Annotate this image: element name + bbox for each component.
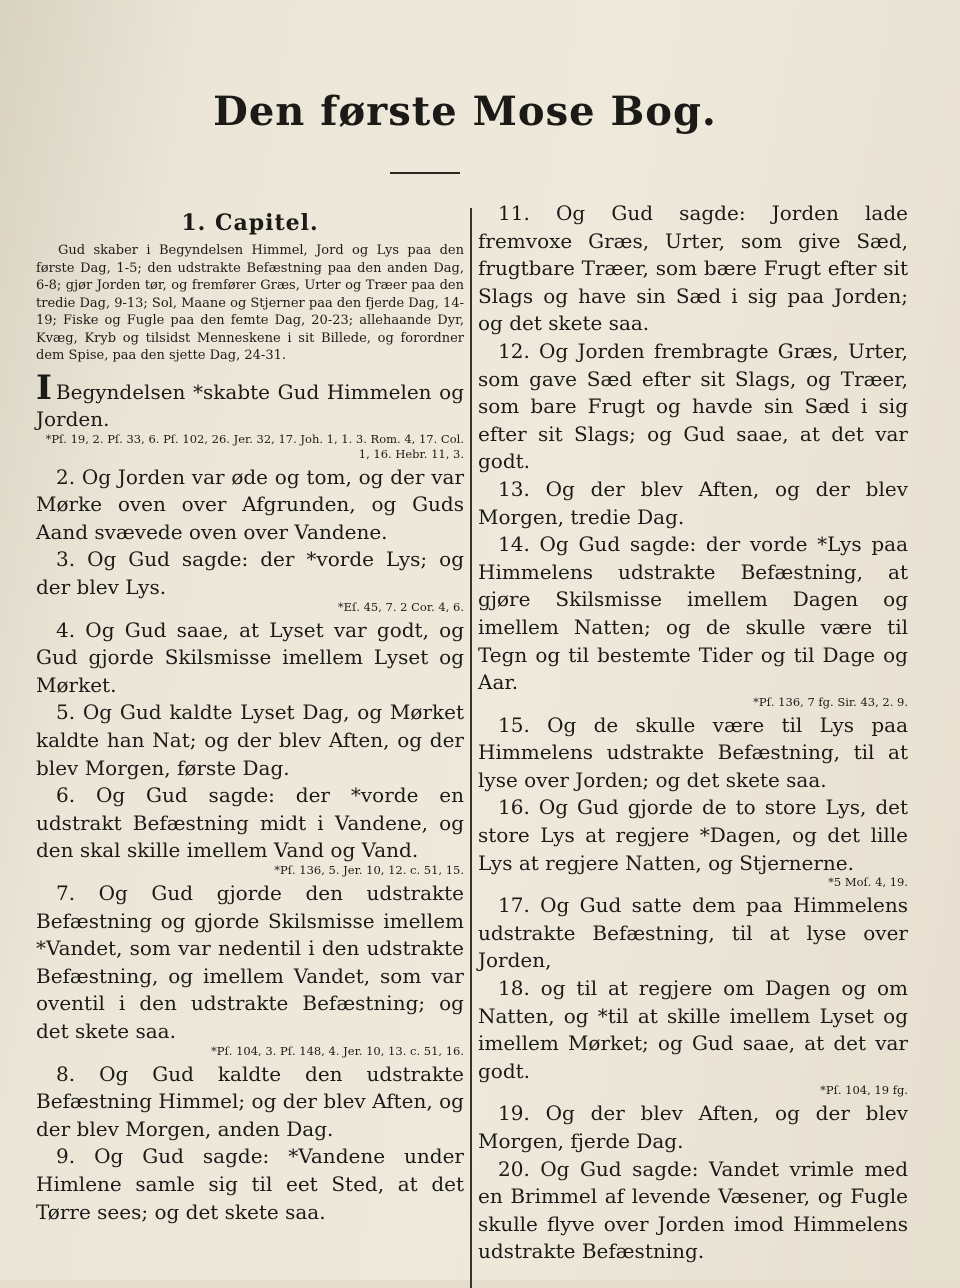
verse-refs: *Pſ. 136, 5. Jer. 10, 12. c. 51, 15. [274,863,464,877]
verse: 8. Og Gud kaldte den udstrakte Befæstning Himmel; og der blev Aften, og der blev Morgen, anden Dag. [36,1061,464,1141]
verse: 17. Og Gud satte dem paa Himmelens udstrakte Befæstning, til at lyse over Jorden, [478,893,908,973]
left-column [36,200,464,1226]
verse: 2. Og Jorden var øde og tom, og der var Mørke oven over Afgrunden, og Guds Aand svævede oven over Vandene. [36,464,464,544]
drop-cap: I [36,367,52,408]
verse: 4. Og Gud saae, at Lyset var godt, og Gud gjorde Skilsmisse imellem Lyset og Mørket. [36,617,464,697]
verse: 15. Og de skulle være til Lys paa Himmelens udstrakte Befæstning, til at lyse over Jorden; og det skete saa. [478,712,908,792]
verse-refs: *Pſ. 104, 3. Pſ. 148, 4. Jer. 10, 13. c. 51, 16. [211,1043,464,1058]
verse-refs: *Pſ. 104, 19 fg. [820,1083,908,1098]
right-column [478,200,908,1266]
verse: 5. Og Gud kaldte Lyset Dag, og Mørket kaldte han Nat; og der blev Aften, og der blev Morgen, første Dag. [36,700,464,780]
book-title: Den første Mose Bog. [213,88,717,135]
verse: 12. Og Jorden frembragte Græs, Urter, som gave Sæd efter sit Slags, og Træer, som bare Frugt og havde sin Sæd i sig efter sit Slags; og Gud saae, at det var godt. [478,338,908,474]
verse: 9. Og Gud sagde: *Vandene under Himlene samle sig til eet Sted, at det Tørre sees; og det skete saa. [36,1144,464,1224]
verse-refs: *Eſ. 45, 7. 2 Cor. 4, 6. [337,599,464,614]
verse: 3. Og Gud sagde: der *vorde Lys; og der blev Lys. [36,547,464,600]
verse: 16. Og Gud gjorde de to store Lys, det store Lys at regjere *Dagen, og det lille Lys at regjere Natten, og Stjernerne. [478,795,908,875]
verse: 7. Og Gud gjorde den udstrakte Befæstning og gjorde Skilsmisse imellem *Vandet, som var nedentil i den udstrakte Befæstning, og imellem Vandet, som var oventil i den udstrakte Befæstning; og det skete saa. [36,881,464,1043]
verse-1-refs: *Pſ. 19, 2. Pſ. 33, 6. Pſ. 102, 26. Jer. 32, 17. Joh. 1, 1. 3. Rom. 4, 17. Col. 1, 16. Hebr. 11, 3. [45,431,464,461]
chapter-heading: 1. Capitel. [181,210,319,236]
verse: 20. Og Gud sagde: Vandet vrimle med en Brimmel af levende Væsener, og Fugle skulle flyve over Jorden imod Himmelens udstrakte Befæstning. [478,1156,908,1264]
verse-1-text: Begyndelsen *skabte Gud Himmelen og Jorden. [36,379,464,432]
verse-refs: *5 Moſ. 4, 19. [828,875,908,890]
verse: 18. og til at regjere om Dagen og om Natten, og *til at skille imellem Lyset og imellem Mørket; og Gud saae, at det var godt. [478,976,908,1083]
column-divider [470,208,472,1288]
title-rule [390,172,460,174]
verse: 11. Og Gud sagde: Jorden lade fremvoxe Græs, Urter, som give Sæd, frugtbare Træer, som bære Frugt efter sit Slags og have sin Sæd i sig paa Jorden; og det skete saa. [478,201,908,336]
verse: 19. Og der blev Aften, og der blev Morgen, fjerde Dag. [478,1101,908,1153]
verse: 13. Og der blev Aften, og der blev Morgen, tredie Dag. [478,476,908,529]
right-verse-list [478,200,908,1266]
left-verse-list [36,464,464,1226]
chapter-summary: Gud skaber i Begyndelsen Himmel, Jord og Lys paa den første Dag, 1-5; den udstrakte Befæstning paa den anden Dag, 6-8; gjør Jorden tør, og fremfører Græs, Urter og Træer paa den tredie Dag, 9-13; Sol, Maane og Stjerner paa den fjerde Dag, 14-19; Fiske og Fugle paa den femte Dag, 20-23; allehaande Dyr, Kvæg, Kryb og tilsidst Menneskene i sit Billede, og forordner dem Spise, paa den sjette Dag, 24-31. [36,243,464,363]
verse: 6. Og Gud sagde: der *vorde en udstrakt Befæstning midt i Vandene, og den skal skille imellem Vand og Vand. [36,783,464,863]
verse-1 [36,367,464,434]
verse-refs: *Pſ. 136, 7 fg. Sir. 43, 2. 9. [753,694,908,709]
verse: 14. Og Gud sagde: der vorde *Lys paa Himmelens udstrakte Befæstning, at gjøre Skilsmisse imellem Dagen og imellem Natten; og de skulle være til Tegn og til bestemte Tider og til Dage og Aar. [478,532,908,695]
